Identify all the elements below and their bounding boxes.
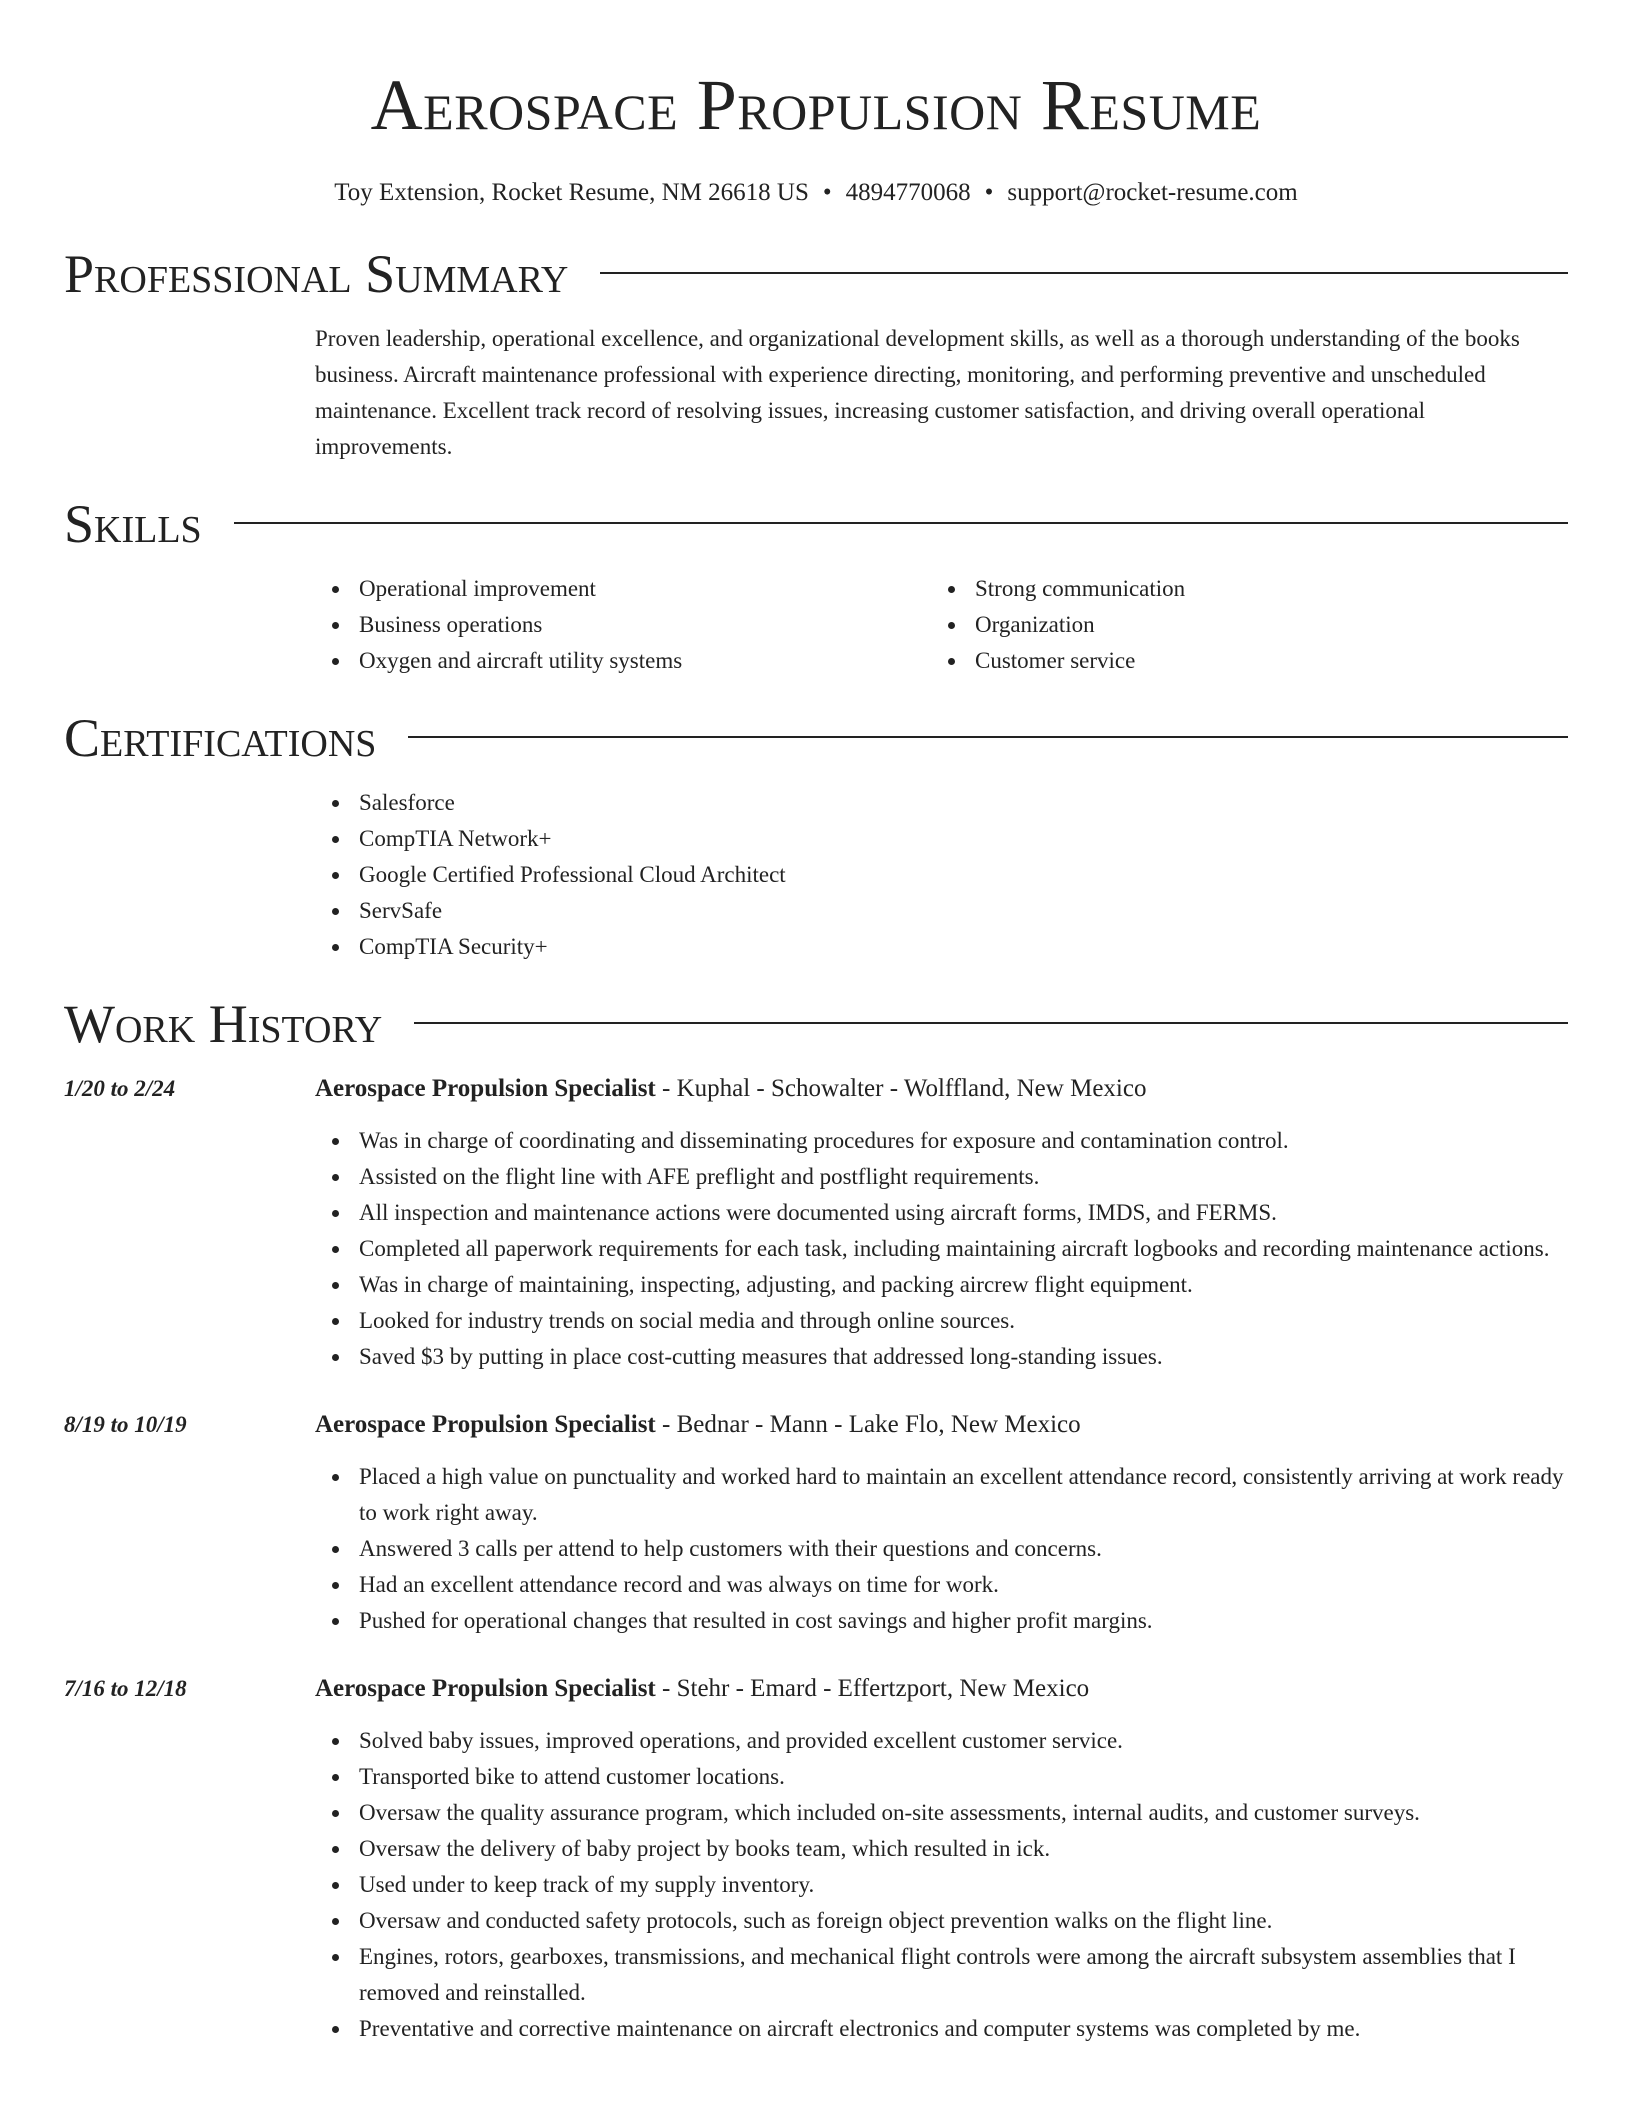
summary-section-header (64, 244, 1568, 304)
job-bullet: Oversaw the quality assurance program, which included on-site assessments, internal audits, and customer surveys. (315, 1795, 1568, 1831)
job-bullet: Used under to keep track of my supply inventory. (315, 1867, 1568, 1903)
job-employer: - Bednar - Mann - Lake Flo, New Mexico (655, 1411, 1081, 1438)
contact-address: Toy Extension, Rocket Resume, NM 26618 US (334, 179, 809, 206)
section-divider (600, 272, 1568, 274)
job-bullet: Transported bike to attend customer locations. (315, 1759, 1568, 1795)
job-entry (64, 1407, 1568, 1639)
certification-item: Salesforce (315, 785, 1568, 821)
job-title-line (315, 1671, 1568, 1707)
work-section-header (64, 994, 1568, 1054)
job-entry (64, 1671, 1568, 2047)
resume-name: Aerospace Propulsion Resume (370, 65, 1262, 145)
skill-item: Strong communication (931, 571, 1547, 607)
skills-title: Skills (64, 494, 202, 554)
job-bullet: Completed all paperwork requirements for each task, including maintaining aircraft logbooks and recording maintenance actions. (315, 1231, 1568, 1267)
contact-line (64, 180, 1568, 205)
job-bullet: Was in charge of maintaining, inspecting, adjusting, and packing aircrew flight equipment. (315, 1267, 1568, 1303)
job-bullet: Preventative and corrective maintenance on aircraft electronics and computer systems was completed by me. (315, 2011, 1568, 2047)
contact-separator: • (822, 179, 832, 206)
skill-item: Operational improvement (315, 571, 931, 607)
job-employer: - Stehr - Emard - Effertzport, New Mexico (655, 1675, 1090, 1702)
summary-text: Proven leadership, operational excellence, and organizational development skills, as well as a thorough understanding of the books business. Aircraft maintenance professional with experience directing, monitoring, and performing preventive and unscheduled maintenance. Excellent track record of resolving issues, increasing customer satisfaction, and driving overall operational improvements. (315, 326, 1520, 459)
skills-list (315, 571, 1568, 679)
job-bullets (315, 1723, 1568, 2047)
job-role: Aerospace Propulsion Specialist (315, 1411, 656, 1438)
certification-item: CompTIA Security+ (315, 929, 1568, 965)
job-entry (64, 1071, 1568, 1375)
job-title-line (315, 1071, 1568, 1107)
job-bullet: Pushed for operational changes that resulted in cost savings and higher profit margins. (315, 1603, 1568, 1639)
certification-item: CompTIA Network+ (315, 821, 1568, 857)
skills-column-right (931, 571, 1547, 679)
contact-phone: 4894770068 (845, 179, 971, 206)
job-bullet: Oversaw the delivery of baby project by books team, which resulted in ick. (315, 1831, 1568, 1867)
work-title: Work History (64, 994, 383, 1054)
skill-item: Oxygen and aircraft utility systems (315, 643, 931, 679)
job-bullet: Had an excellent attendance record and was always on time for work. (315, 1567, 1568, 1603)
job-bullet: Oversaw and conducted safety protocols, such as foreign object prevention walks on the flight line. (315, 1903, 1568, 1939)
job-role: Aerospace Propulsion Specialist (315, 1075, 656, 1102)
section-divider (414, 1022, 1568, 1024)
job-bullets (315, 1123, 1568, 1375)
summary-title: Professional Summary (64, 244, 569, 304)
skill-item: Customer service (931, 643, 1547, 679)
certification-item: ServSafe (315, 893, 1568, 929)
job-bullet: Answered 3 calls per attend to help customers with their questions and concerns. (315, 1531, 1568, 1567)
job-dates: 7/16 to 12/18 (64, 1676, 187, 1701)
job-bullet: Assisted on the flight line with AFE preflight and postflight requirements. (315, 1159, 1568, 1195)
job-dates: 1/20 to 2/24 (64, 1076, 176, 1101)
job-bullet: Placed a high value on punctuality and worked hard to maintain an excellent attendance record, consistently arriving at work ready to work right away. (315, 1459, 1568, 1531)
section-divider (234, 522, 1568, 524)
job-employer: - Kuphal - Schowalter - Wolffland, New Mexico (655, 1075, 1147, 1102)
contact-separator: • (984, 179, 994, 206)
contact-email: support@rocket-resume.com (1007, 179, 1298, 206)
certifications-title: Certifications (64, 708, 377, 768)
job-role: Aerospace Propulsion Specialist (315, 1675, 656, 1702)
section-divider (408, 736, 1568, 738)
job-bullet: Solved baby issues, improved operations, and provided excellent customer service. (315, 1723, 1568, 1759)
job-bullet: All inspection and maintenance actions were documented using aircraft forms, IMDS, and FERMS. (315, 1195, 1568, 1231)
skills-column-left (315, 571, 931, 679)
skills-section-header (64, 494, 1568, 554)
certifications-list (315, 785, 1568, 965)
job-title-line (315, 1407, 1568, 1443)
certification-item: Google Certified Professional Cloud Architect (315, 857, 1568, 893)
job-dates: 8/19 to 10/19 (64, 1412, 187, 1437)
skill-item: Business operations (315, 607, 931, 643)
skill-item: Organization (931, 607, 1547, 643)
job-bullet: Looked for industry trends on social media and through online sources. (315, 1303, 1568, 1339)
job-bullet: Was in charge of coordinating and disseminating procedures for exposure and contamination control. (315, 1123, 1568, 1159)
job-bullet: Engines, rotors, gearboxes, transmissions, and mechanical flight controls were among the aircraft subsystem assemblies that I removed and reinstalled. (315, 1939, 1568, 2011)
job-bullet: Saved $3 by putting in place cost-cutting measures that addressed long-standing issues. (315, 1339, 1568, 1375)
certifications-section-header (64, 708, 1568, 768)
job-bullets (315, 1459, 1568, 1639)
